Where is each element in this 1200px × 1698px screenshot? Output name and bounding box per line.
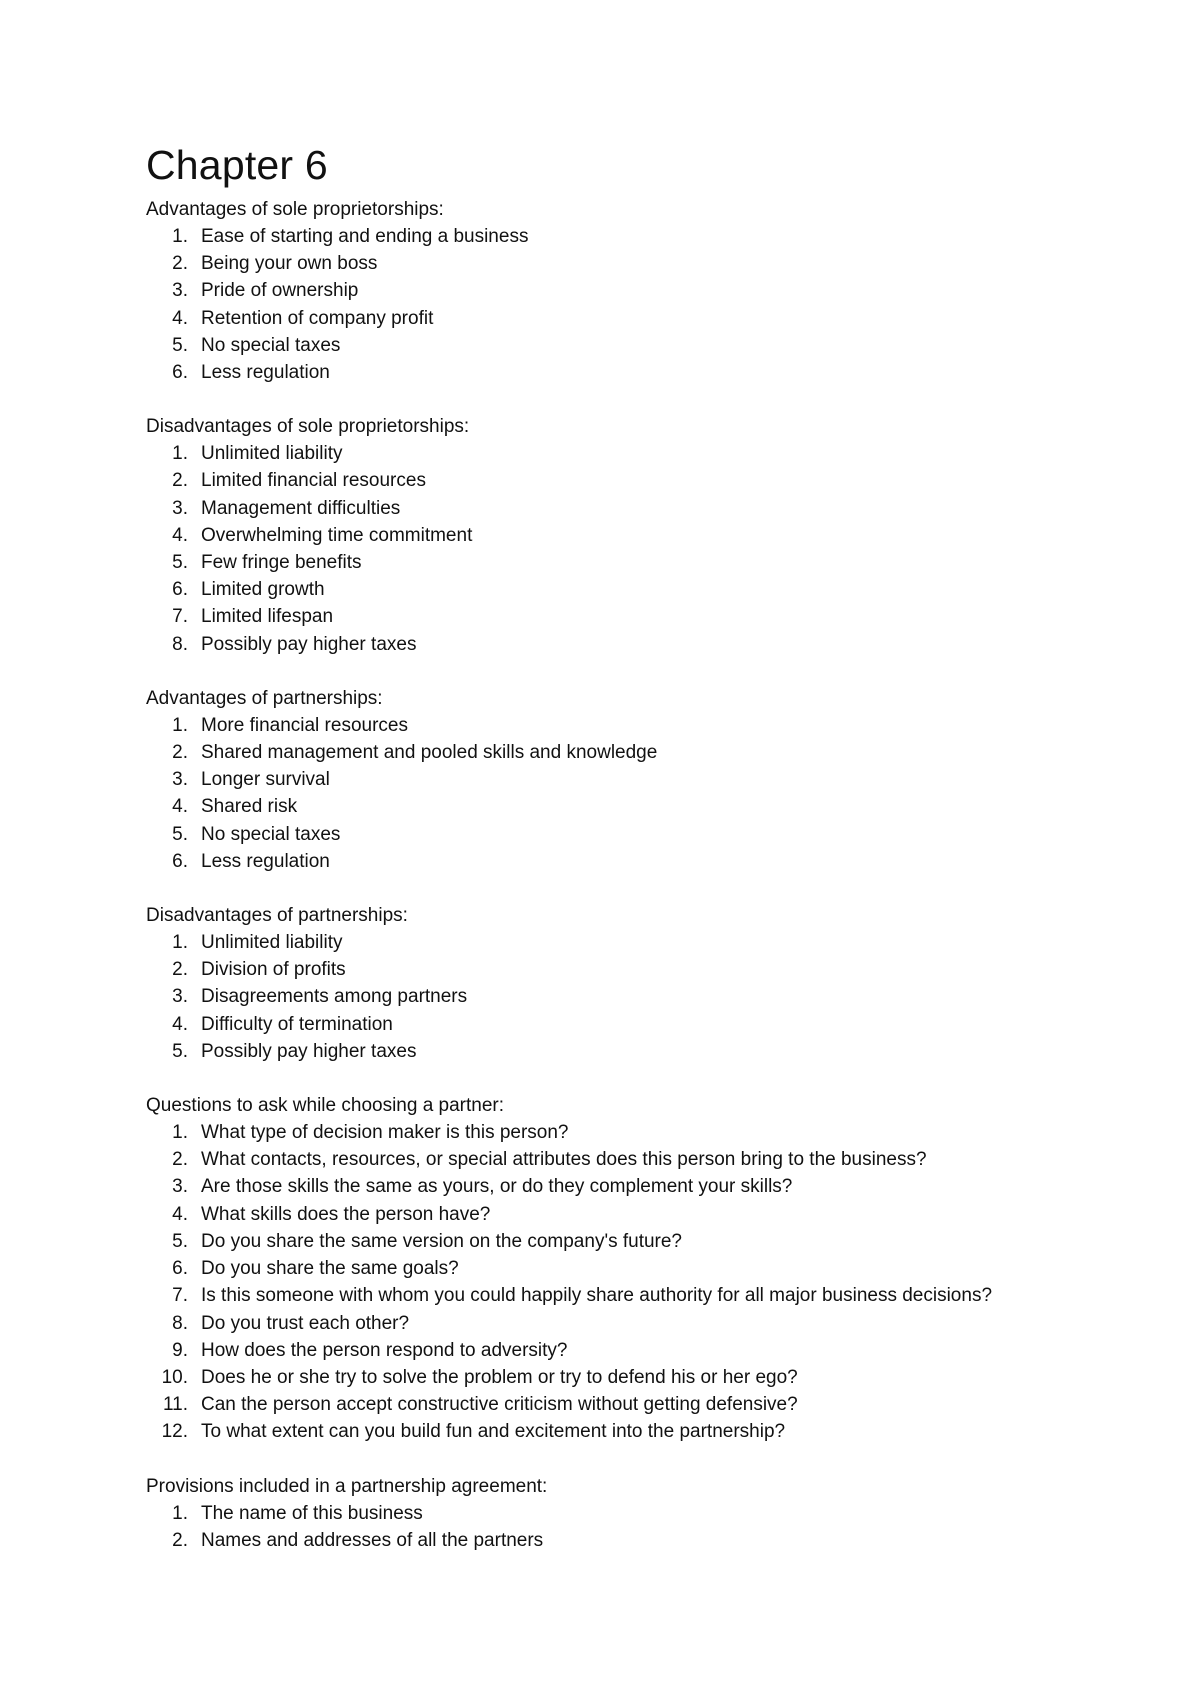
list-item-text: No special taxes [201, 334, 341, 356]
section [146, 685, 1106, 875]
list-item-text: Are those skills the same as yours, or do they complement your skills? [201, 1176, 793, 1198]
list-item-number: 4. [172, 796, 188, 818]
list-item [146, 1364, 1106, 1391]
list-item-text: Do you share the same goals? [201, 1258, 459, 1280]
list-item-number: 1. [172, 714, 188, 736]
list-item [146, 983, 1106, 1010]
list-item-text: Being your own boss [201, 253, 378, 275]
list-item-text: Few fringe benefits [201, 552, 362, 574]
list-item-text: Limited growth [201, 579, 325, 601]
list-item-text: Do you share the same version on the company's future? [201, 1230, 683, 1252]
list-item [146, 1391, 1106, 1418]
list-item-text: What skills does the person have? [201, 1203, 491, 1225]
list-item-number: 6. [172, 1258, 188, 1280]
list-item-number: 3. [172, 280, 188, 302]
list-item [146, 440, 1106, 467]
list-item-number: 2. [172, 1529, 188, 1551]
list-item [146, 332, 1106, 359]
section [146, 196, 1106, 386]
list-item [146, 1310, 1106, 1337]
list-item-number: 10. [161, 1366, 188, 1388]
list-item [146, 1011, 1106, 1038]
numbered-list [146, 712, 1106, 875]
list-item-text: To what extent can you build fun and excitement into the partnership? [201, 1421, 786, 1443]
list-item-number: 9. [172, 1339, 188, 1361]
list-item-number: 5. [172, 1230, 188, 1252]
section [146, 413, 1106, 658]
list-item-text: Difficulty of termination [201, 1013, 393, 1035]
list-item-text: More financial resources [201, 714, 408, 736]
list-item-number: 6. [172, 579, 188, 601]
section-heading: Advantages of partnerships: [146, 687, 383, 709]
section [146, 1473, 1106, 1554]
list-item [146, 1146, 1106, 1173]
list-item [146, 277, 1106, 304]
list-item-number: 2. [172, 742, 188, 764]
list-item [146, 1418, 1106, 1445]
list-item-text: Unlimited liability [201, 932, 343, 954]
list-item [146, 305, 1106, 332]
list-item-text: Disagreements among partners [201, 986, 468, 1008]
list-item [146, 495, 1106, 522]
list-item-number: 8. [172, 1312, 188, 1334]
list-item [146, 1038, 1106, 1065]
list-item-number: 7. [172, 606, 188, 628]
list-item-number: 6. [172, 850, 188, 872]
list-item-text: Do you trust each other? [201, 1312, 410, 1334]
list-item [146, 793, 1106, 820]
section-heading: Questions to ask while choosing a partner: [146, 1095, 505, 1117]
list-item [146, 739, 1106, 766]
list-item-text: Longer survival [201, 769, 330, 791]
list-item-number: 1. [172, 1122, 188, 1144]
list-item [146, 576, 1106, 603]
section [146, 902, 1106, 1065]
numbered-list [146, 223, 1106, 386]
list-item [146, 1255, 1106, 1282]
list-item-number: 4. [172, 307, 188, 329]
list-item-text: The name of this business [201, 1502, 423, 1524]
list-item-number: 3. [172, 986, 188, 1008]
list-item-text: Management difficulties [201, 497, 401, 519]
list-item [146, 1201, 1106, 1228]
list-item [146, 1173, 1106, 1200]
list-item-text: Pride of ownership [201, 280, 359, 302]
list-item [146, 929, 1106, 956]
page-title: Chapter 6 [146, 142, 328, 188]
list-item-number: 3. [172, 769, 188, 791]
list-item-number: 2. [172, 959, 188, 981]
numbered-list [146, 929, 1106, 1065]
list-item [146, 522, 1106, 549]
list-item [146, 712, 1106, 739]
list-item [146, 549, 1106, 576]
list-item [146, 1500, 1106, 1527]
section-heading: Advantages of sole proprietorships: [146, 199, 444, 220]
list-item [146, 250, 1106, 277]
list-item-number: 6. [172, 362, 188, 384]
list-item [146, 821, 1106, 848]
list-item [146, 1527, 1106, 1554]
list-item-number: 4. [172, 524, 188, 546]
list-item-number: 2. [172, 470, 188, 492]
list-item [146, 848, 1106, 875]
list-item-text: Is this someone with whom you could happily share authority for all major business decisions? [201, 1285, 993, 1307]
list-item-text: What contacts, resources, or special attributes does this person bring to the business? [201, 1149, 927, 1171]
list-item-number: 5. [172, 552, 188, 574]
list-item-text: How does the person respond to adversity? [201, 1339, 568, 1361]
list-item-text: No special taxes [201, 823, 341, 845]
list-item-text: Can the person accept constructive criticism without getting defensive? [201, 1394, 798, 1416]
list-item-number: 1. [172, 1502, 188, 1524]
list-item-text: Unlimited liability [201, 443, 343, 465]
list-item-text: What type of decision maker is this person? [201, 1122, 569, 1144]
list-item-number: 5. [172, 823, 188, 845]
section-heading: Disadvantages of sole proprietorships: [146, 416, 470, 438]
section-heading: Disadvantages of partnerships: [146, 905, 408, 927]
list-item [146, 359, 1106, 386]
list-item-text: Limited lifespan [201, 606, 334, 628]
list-item-number: 3. [172, 1176, 188, 1198]
list-item-text: Less regulation [201, 850, 330, 872]
sections-container [146, 196, 1106, 1554]
list-item-text: Limited financial resources [201, 470, 426, 492]
list-item-text: Overwhelming time commitment [201, 524, 473, 546]
list-item [146, 956, 1106, 983]
list-item-number: 1. [172, 443, 188, 465]
list-item-text: Shared risk [201, 796, 298, 818]
list-item-text: Division of profits [201, 959, 346, 981]
list-item [146, 766, 1106, 793]
list-item-number: 3. [172, 497, 188, 519]
list-item-number: 5. [172, 1040, 188, 1062]
numbered-list [146, 440, 1106, 658]
list-item-number: 7. [172, 1285, 188, 1307]
numbered-list [146, 1119, 1106, 1445]
list-item [146, 1282, 1106, 1309]
list-item [146, 467, 1106, 494]
list-item-number: 1. [172, 932, 188, 954]
list-item-number: 8. [172, 633, 188, 655]
list-item-text: Shared management and pooled skills and knowledge [201, 742, 658, 764]
list-item [146, 1337, 1106, 1364]
list-item-text: Possibly pay higher taxes [201, 633, 417, 655]
list-item [146, 1119, 1106, 1146]
list-item-text: Possibly pay higher taxes [201, 1040, 417, 1062]
list-item [146, 631, 1106, 658]
list-item-text: Ease of starting and ending a business [201, 226, 529, 247]
list-item [146, 1228, 1106, 1255]
list-item-number: 5. [172, 334, 188, 356]
list-item-text: Retention of company profit [201, 307, 434, 329]
list-item [146, 603, 1106, 630]
section-heading: Provisions included in a partnership agreement: [146, 1475, 548, 1497]
numbered-list [146, 1500, 1106, 1554]
list-item-number: 4. [172, 1013, 188, 1035]
list-item-number: 12. [161, 1421, 188, 1443]
list-item-text: Names and addresses of all the partners [201, 1529, 544, 1551]
list-item-text: Less regulation [201, 362, 330, 384]
list-item-number: 2. [172, 253, 188, 275]
section [146, 1092, 1106, 1445]
list-item [146, 223, 1106, 250]
list-item-number: 2. [172, 1149, 188, 1171]
list-item-number: 4. [172, 1203, 188, 1225]
list-item-number: 11. [162, 1394, 188, 1416]
document-body [146, 140, 1106, 1581]
list-item-text: Does he or she try to solve the problem or try to defend his or her ego? [201, 1366, 798, 1388]
list-item-number: 1. [172, 226, 188, 247]
